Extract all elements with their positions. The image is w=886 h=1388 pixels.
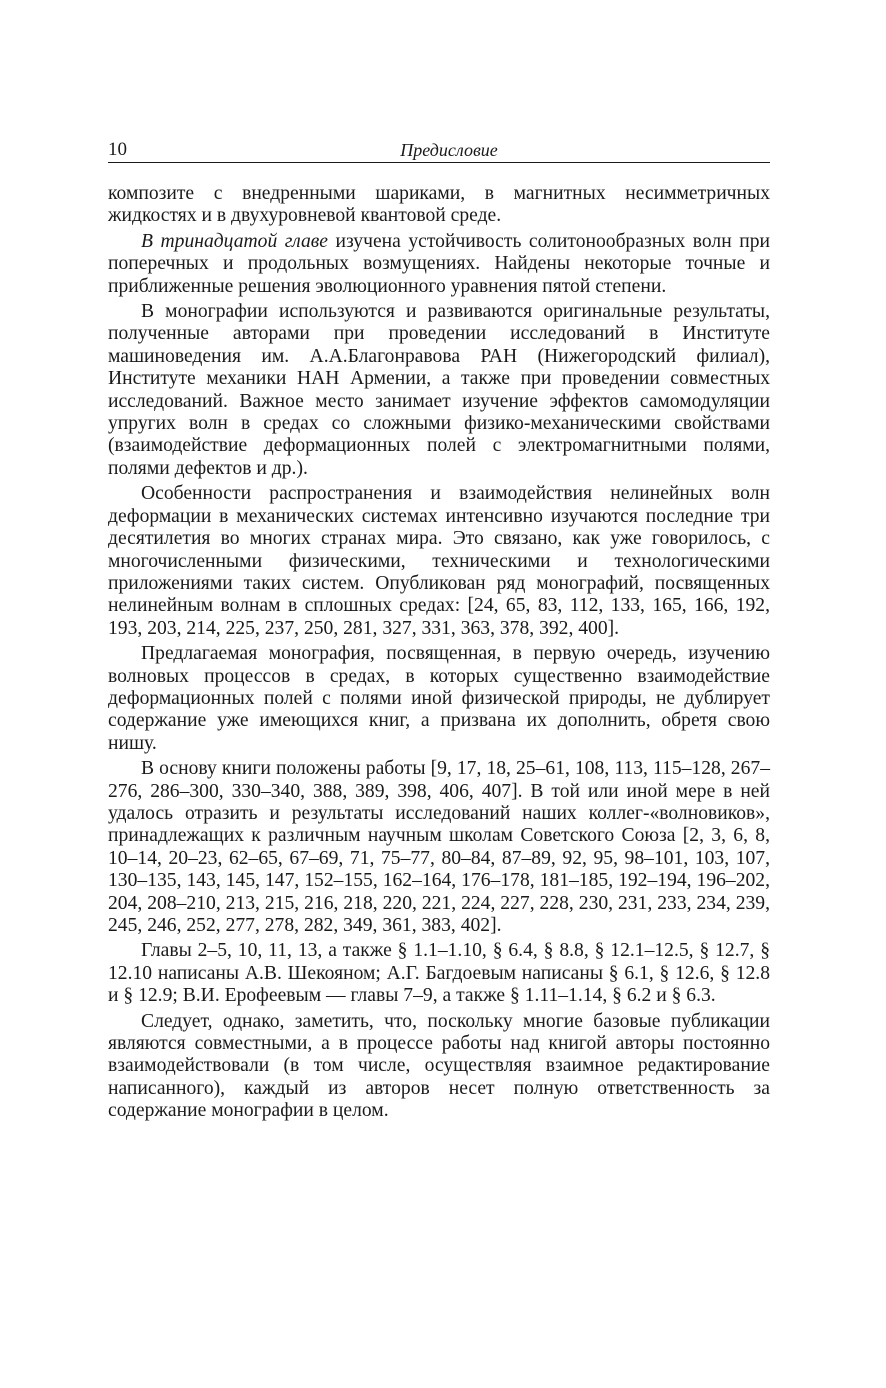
paragraph-3-text: В монографии используются и развиваются оригинальные результаты, полученные авторами при проведении исследований в Институте машиноведения им. А.А.Благонравова РАН (Нижегородский филиал), Институте механики НАН Армении, а также при проведении совместных исследований. Важное место занимает изучение эффектов самомодуляции упругих волн в средах со сложными физико-механическими свойствами (взаимодействие деформационных полей с электромагнитными полями, полями дефектов и др.). [108,301,770,479]
paragraph-1-text: композите с внедренными шариками, в магнитных несимметричных жидкостях и в двухуровневой квантовой среде. [108,183,770,227]
paragraph-3 [108,301,770,480]
paragraph-2-emphasis: В тринадцатой главе [141,230,328,252]
page-number: 10 [108,139,127,160]
paragraph-2-text: изучена устойчивость солитонообразных волн при поперечных и продольных возмущениях. Найдены некоторые точные и приближенные решения эволюционного уравнения пятой степени. [108,230,770,297]
page [108,138,770,1126]
paragraph-5 [108,643,770,755]
paragraph-4-text: Особенности распространения и взаимодействия нелинейных волн деформации в механических системах интенсивно изучаются последние три десятилетия во многих странах мира. Это связано, как уже говорилось, с многочисленными физическими, техническими и технологическими приложениями таких систем. Опубликован ряд монографий, посвященных нелинейным волнам в сплошных средах: [24, 65, 83, 112, 133, 165, 166, 192, 193, 203, 214, 225, 237, 250, 281, 327, 331, 363, 378, 392, 400]. [108,483,770,639]
paragraph-6-text: В основу книги положены работы [9, 17, 18, 25–61, 108, 113, 115–128, 267–276, 286–300, 330–340, 388, 389, 398, 406, 407]. В той или иной мере в ней удалось отразить и результаты исследований наших коллег-«волновиков», принадлежащих к различным научным школам Советского Союза [2, 3, 6, 8, 10–14, 20–23, 62–65, 67–69, 71, 75–77, 80–84, 87–89, 92, 95, 98–101, 103, 107, 130–135, 143, 145, 147, 152–155, 162–164, 176–178, 181–185, 192–194, 196–202, 204, 208–210, 213, 215, 216, 218, 220, 221, 224, 227, 228, 230, 231, 233, 234, 239, 245, 246, 252, 277, 278, 282, 349, 361, 383, 402]. [108,758,770,936]
paragraph-8-text: Следует, однако, заметить, что, поскольку многие базовые публикации являются совместными, а в процессе работы над книгой авторы постоянно взаимодействовали (в том числе, осуществляя взаимное редактирование написанного), каждый из авторов несет полную ответственность за содержание монографии в целом. [108,1010,770,1122]
paragraph-7 [108,940,770,1007]
paragraph-8 [108,1011,770,1123]
paragraph-4 [108,483,770,640]
running-title: Предисловие [400,140,498,160]
paragraph-2 [108,231,770,298]
paragraph-5-text: Предлагаемая монография, посвященная, в первую очередь, изучению волновых процессов в средах, в которых существенно взаимодействие деформационных полей с полями иной физической природы, не дублирует содержание уже имеющихся книг, а призвана их дополнить, обретя свою нишу. [108,643,770,754]
page-header [108,138,770,163]
paragraph-6 [108,758,770,937]
paragraph-1 [108,183,770,228]
paragraph-7-text: Главы 2–5, 10, 11, 13, а также § 1.1–1.10, § 6.4, § 8.8, § 12.1–12.5, § 12.7, § 12.10 написаны А.В. Шекояном; А.Г. Багдоевым написаны § 6.1, § 12.6, § 12.8 и § 12.9; В.И. Ерофеевым — главы 7–9, а также § 1.11–1.14, § 6.2 и § 6.3. [108,940,770,1007]
body-text [108,183,770,1123]
